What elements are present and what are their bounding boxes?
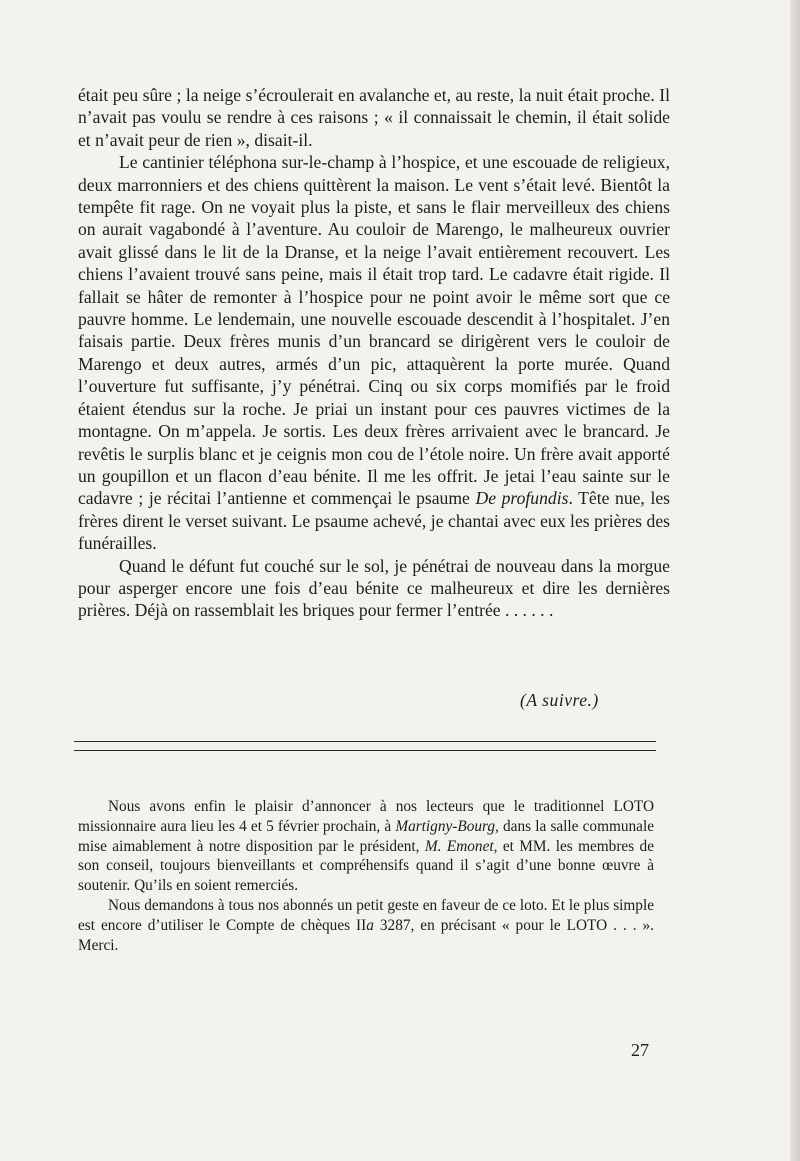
story-text-run: Le cantinier téléphona sur-le-champ à l’hospice, et une escouade de religieux, deux marronniers et des chiens quittèrent la maison. Le vent s’était levé. Bientôt la tempête fit rage. On ne voyait plus la piste, et sans le flair merveilleux des chiens on aurait vagabondé à l’aventure. Au couloir de Marengo, le malheureux ouvrier avait glissé dans le lit de la Dranse, et la neige l’avait entièrement recouvert. Les chiens l’avaient trouvé sans peine, mais il était trop tard. Le cadavre était rigide. Il fallait se hâter de remonter à l’hospice pour ne point avoir le même sort que ce pauvre homme. Le lendemain, une nouvelle escouade descendit à l’hospitalet. J’en faisais partie. Deux frères munis d’un brancard se dirigèrent vers le couloir de Marengo et deux autres, armés d’un pic, attaquèrent la porte murée. Quand l’ouverture fut suffisante, j’y pénétrai. Cinq ou six corps momifiés par le froid étaient étendus sur la roche. Je priai un instant pour ces pauvres victimes de la montagne. On m’appela. Je sortis. Les deux frères arrivaient avec le brancard. Je revêtis le surplis blanc et je ceignis mon cou de l’étole noire. Un frère avait apporté un goupillon et un flacon d’eau bénite. Il me les offrit. Je jetai l’eau sainte sur le cadavre ; je récitai l’antienne et commençai le psaume: [78, 152, 670, 509]
story-paragraph: [78, 151, 670, 554]
account-suffix: a: [366, 916, 374, 934]
notice-paragraph: [78, 896, 654, 955]
notice-paragraph: [78, 797, 654, 896]
story-text-run: . Tête nue, les frères dirent le verset suivant. Le psaume achevé, je chantai avec eux les prières des funérailles.: [78, 488, 671, 554]
notice-text: dans la salle communale mise aimablement à notre disposition par le président,: [78, 817, 654, 855]
loto-notice: [78, 797, 654, 955]
divider-rule: [74, 741, 656, 742]
story-paragraph: était peu sûre ; la neige s’écroulerait en avalanche et, au reste, la nuit était proche. Il n’avait pas voulu se rendre à ces raisons ; « il connaissait le chemin, il était solide et n’avait peur de rien », disait-il.: [78, 85, 670, 150]
continued-label: (A suivre.): [520, 690, 599, 710]
psalm-title: De profundis: [475, 488, 569, 509]
story-paragraph: Quand le défunt fut couché sur le sol, je pénétrai de nouveau dans la morgue pour asperger encore une fois d’eau bénite ce malheureux et dire les dernières prières. Déjà on rassemblait les briques pour fermer l’entrée . . . . . .: [78, 555, 670, 621]
notice-text: Nous avons enfin le plaisir d’annoncer à nos lecteurs que le traditionnel LOTO missionnaire aura lieu les 4 et 5 février prochain, à: [78, 798, 654, 835]
notice-text: 3287, en précisant « pour le LOTO . . . ». Merci.: [78, 916, 655, 954]
notice-name: M. Emonet,: [424, 837, 498, 855]
notice-text: Nous demandons à tous nos abonnés un petit geste en faveur de ce loto. Et le plus simple est encore d’utiliser le Compte de chèques II: [78, 896, 654, 934]
story-text: [78, 84, 670, 622]
notice-place: Martigny-Bourg,: [395, 817, 499, 835]
divider-rule: [74, 750, 656, 751]
page-number: 27: [631, 1040, 649, 1060]
notice-text: et MM. les membres de son conseil, toujours bienveillants et compréhensifs quand il s’agit d’une bonne œuvre à soutenir. Qu’ils en soient remerciés.: [78, 837, 654, 895]
page-edge: [790, 0, 800, 1161]
